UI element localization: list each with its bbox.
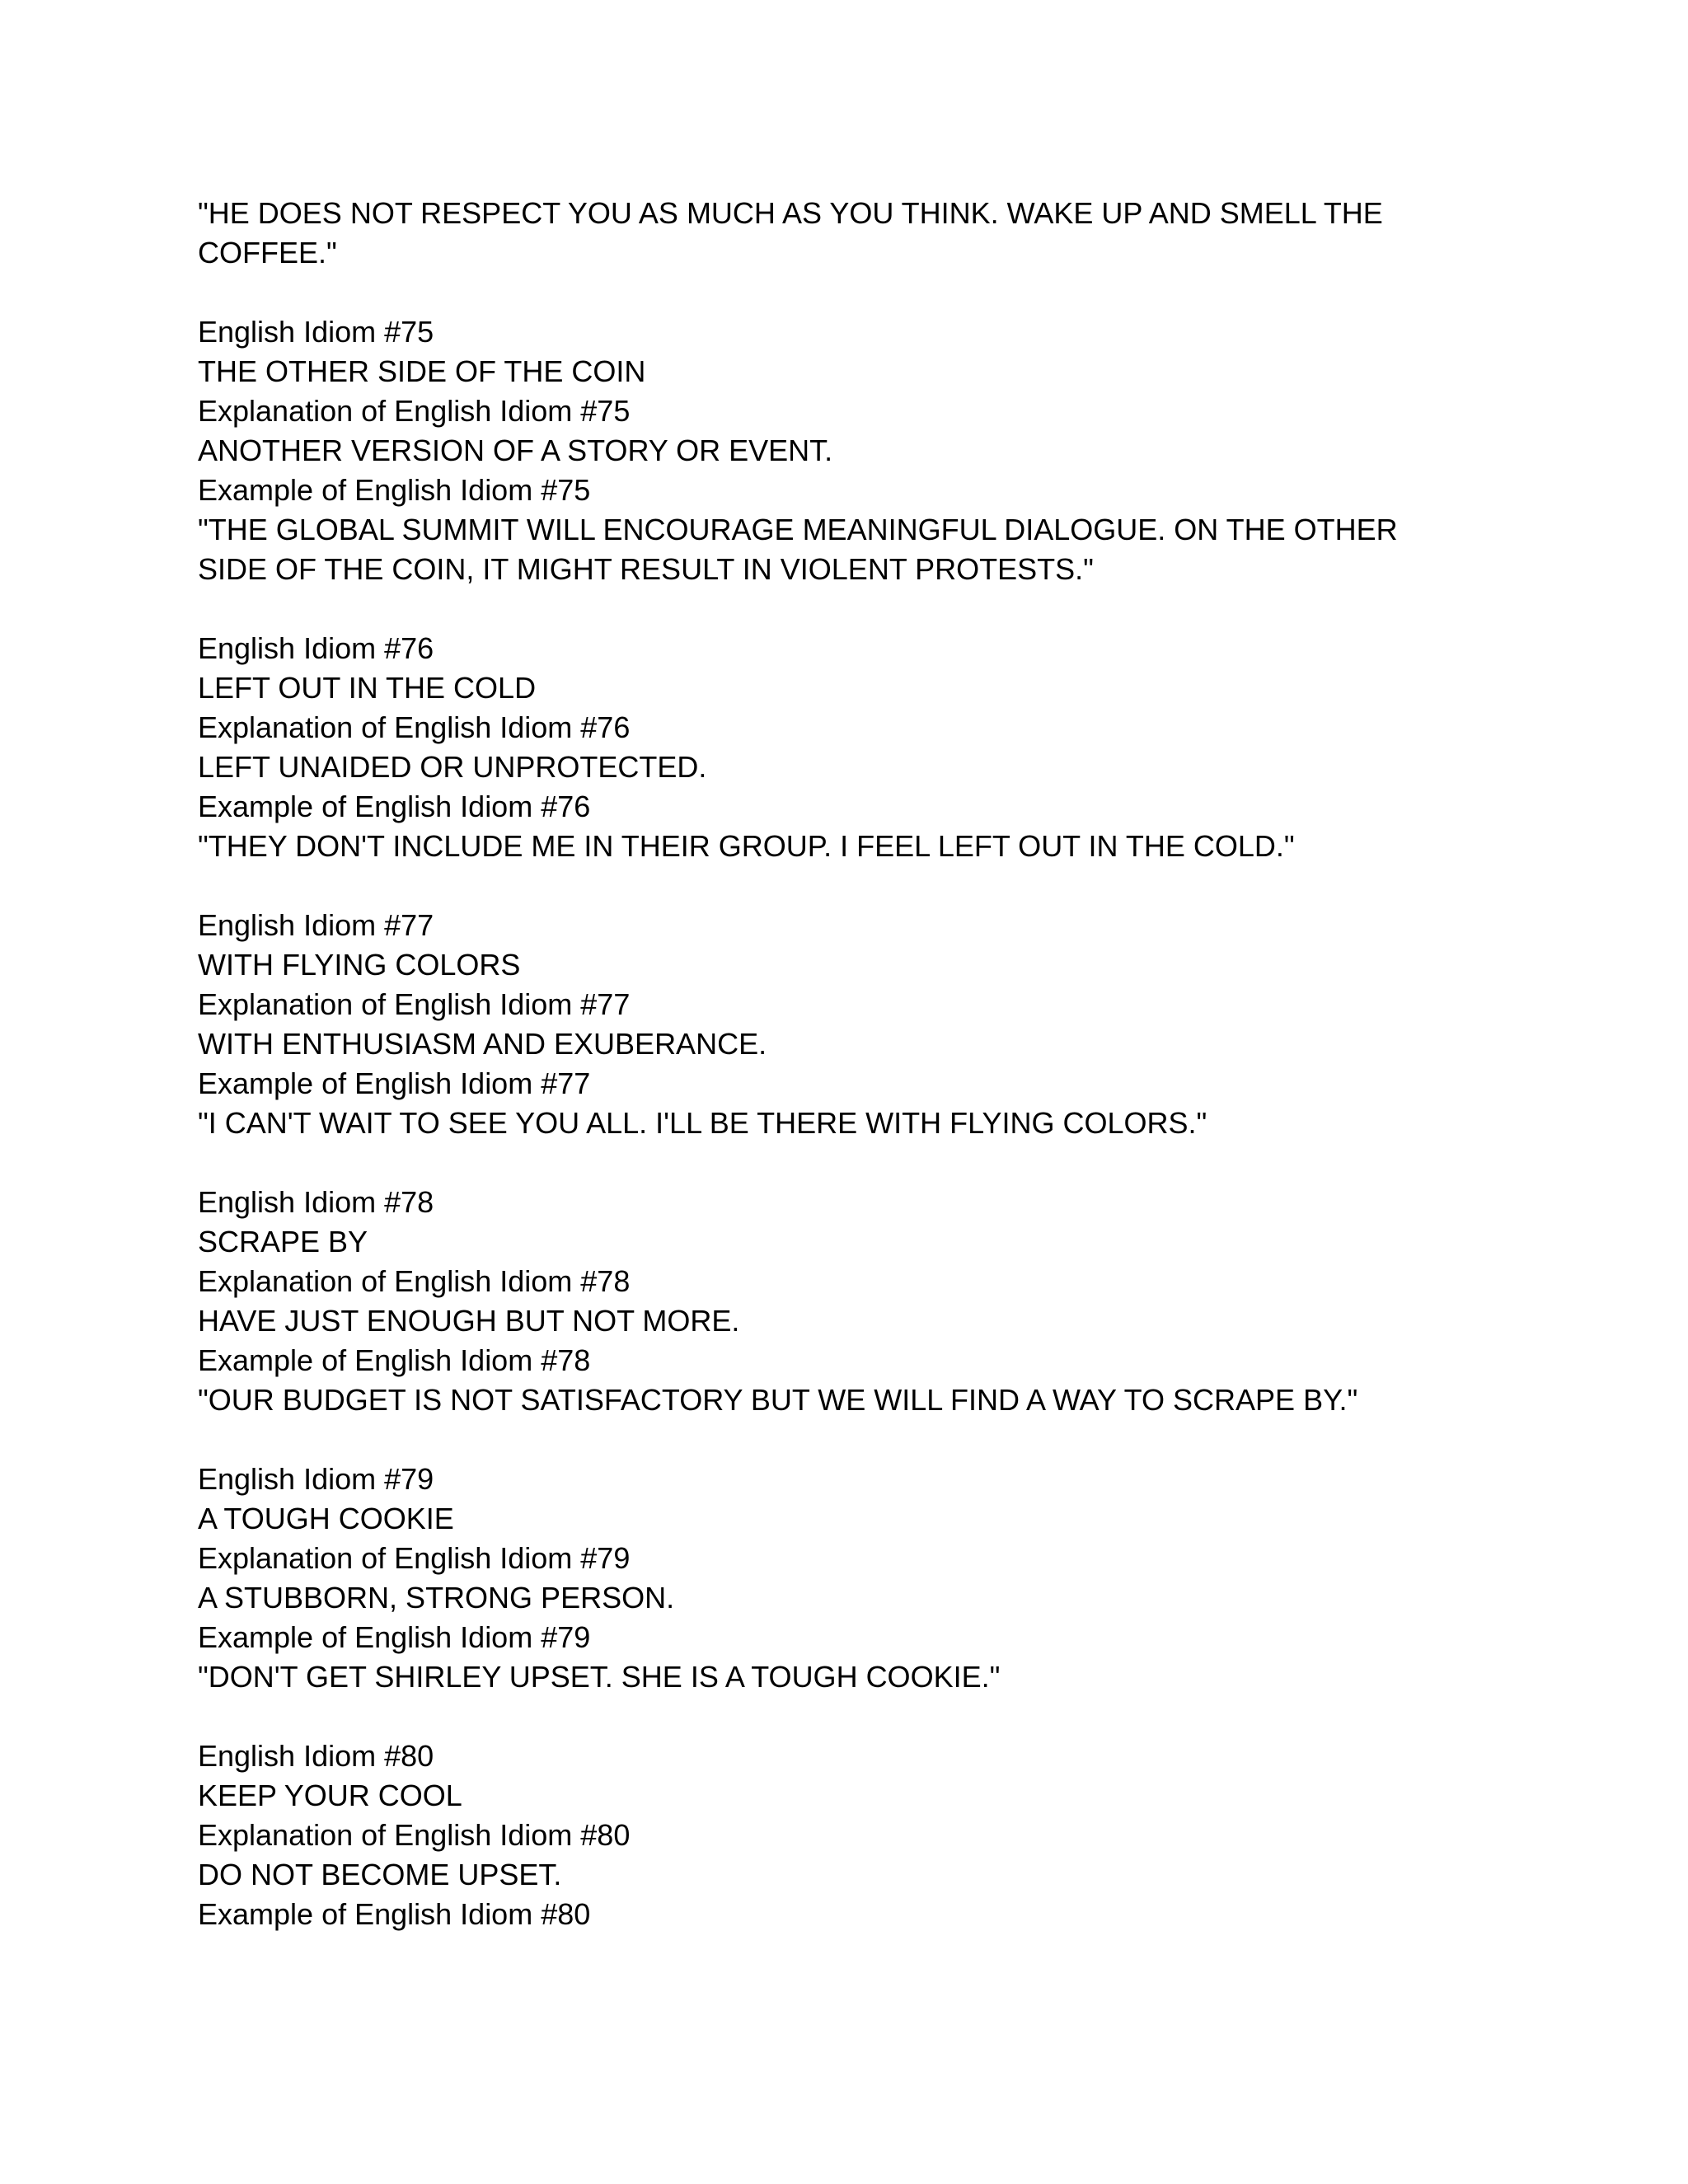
explanation-label: Explanation of English Idiom #80 xyxy=(198,1818,631,1852)
idiom-phrase: SCRAPE BY xyxy=(198,1225,368,1258)
example-text-line: "THE GLOBAL SUMMIT WILL ENCOURAGE MEANINGFUL DIALOGUE. ON THE OTHER xyxy=(198,513,1398,546)
idiom-heading: English Idiom #79 xyxy=(198,1462,434,1496)
intro-quote-line: COFFEE." xyxy=(198,236,337,269)
explanation-text: ANOTHER VERSION OF A STORY OR EVENT. xyxy=(198,434,833,467)
example-text-line: "THEY DON'T INCLUDE ME IN THEIR GROUP. I FEEL LEFT OUT IN THE COLD." xyxy=(198,829,1295,863)
explanation-label: Explanation of English Idiom #78 xyxy=(198,1264,631,1298)
idiom-heading: English Idiom #76 xyxy=(198,631,434,665)
idiom-entry-77 xyxy=(198,906,1484,1143)
idiom-phrase: A TOUGH COOKIE xyxy=(198,1502,454,1535)
idiom-entry-80 xyxy=(198,1736,1484,1934)
example-label: Example of English Idiom #77 xyxy=(198,1066,591,1100)
idiom-entry-75 xyxy=(198,312,1484,589)
explanation-text: LEFT UNAIDED OR UNPROTECTED. xyxy=(198,750,707,784)
explanation-text: DO NOT BECOME UPSET. xyxy=(198,1858,562,1891)
example-text-line: "OUR BUDGET IS NOT SATISFACTORY BUT WE WILL FIND A WAY TO SCRAPE BY." xyxy=(198,1383,1358,1417)
explanation-text: WITH ENTHUSIASM AND EXUBERANCE. xyxy=(198,1027,767,1061)
example-label: Example of English Idiom #78 xyxy=(198,1343,591,1377)
intro-quote-line: "HE DOES NOT RESPECT YOU AS MUCH AS YOU THINK. WAKE UP AND SMELL THE xyxy=(198,196,1383,230)
explanation-text: A STUBBORN, STRONG PERSON. xyxy=(198,1581,675,1615)
example-label: Example of English Idiom #75 xyxy=(198,473,591,507)
idiom-phrase: LEFT OUT IN THE COLD xyxy=(198,671,537,705)
example-text-line: SIDE OF THE COIN, IT MIGHT RESULT IN VIOLENT PROTESTS." xyxy=(198,552,1094,586)
idiom-heading: English Idiom #80 xyxy=(198,1739,434,1773)
idiom-heading: English Idiom #78 xyxy=(198,1185,434,1219)
idiom-phrase: WITH FLYING COLORS xyxy=(198,948,521,982)
idiom-entry-79 xyxy=(198,1460,1484,1697)
example-text-line: "DON'T GET SHIRLEY UPSET. SHE IS A TOUGH COOKIE." xyxy=(198,1660,1001,1694)
example-label: Example of English Idiom #80 xyxy=(198,1897,591,1931)
explanation-label: Explanation of English Idiom #75 xyxy=(198,394,631,428)
explanation-label: Explanation of English Idiom #79 xyxy=(198,1541,631,1575)
idiom-heading: English Idiom #77 xyxy=(198,908,434,942)
example-text-line: "I CAN'T WAIT TO SEE YOU ALL. I'LL BE THERE WITH FLYING COLORS." xyxy=(198,1106,1207,1140)
idiom-phrase: THE OTHER SIDE OF THE COIN xyxy=(198,354,646,388)
explanation-label: Explanation of English Idiom #76 xyxy=(198,710,631,744)
explanation-label: Explanation of English Idiom #77 xyxy=(198,987,631,1021)
idiom-entry-76 xyxy=(198,629,1484,866)
example-label: Example of English Idiom #79 xyxy=(198,1620,591,1654)
idiom-heading: English Idiom #75 xyxy=(198,315,434,349)
intro-quote xyxy=(198,194,1484,273)
idiom-phrase: KEEP YOUR COOL xyxy=(198,1779,462,1812)
example-label: Example of English Idiom #76 xyxy=(198,790,591,823)
explanation-text: HAVE JUST ENOUGH BUT NOT MORE. xyxy=(198,1304,740,1338)
idiom-entry-78 xyxy=(198,1183,1484,1420)
document-page xyxy=(198,194,1484,1934)
